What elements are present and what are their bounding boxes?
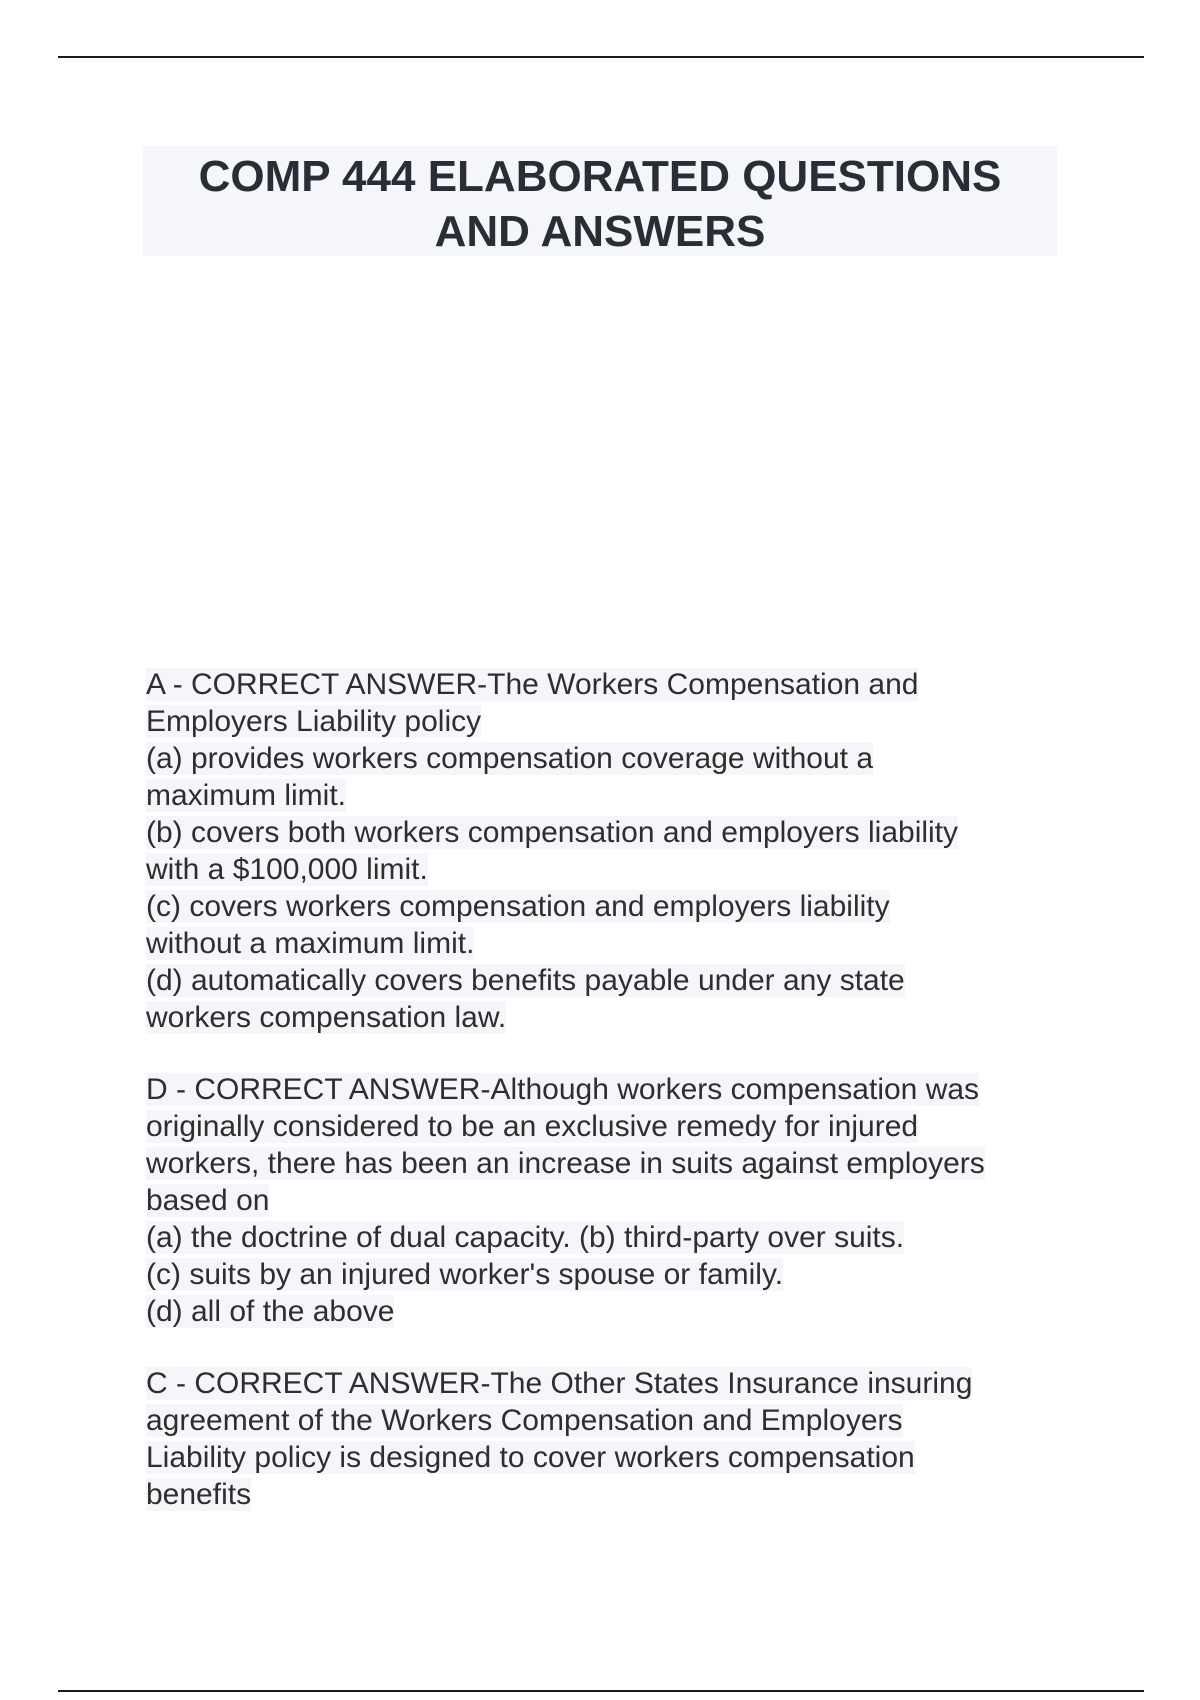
qa-line: with a $100,000 limit. — [146, 853, 428, 886]
qa-line: workers, there has been an increase in suits against employers — [146, 1147, 985, 1180]
qa-line: benefits — [146, 1478, 252, 1511]
qa-line: D - CORRECT ANSWER-Although workers compensation was — [146, 1073, 980, 1106]
qa-item — [146, 1071, 1066, 1330]
qa-line: maximum limit. — [146, 779, 346, 812]
title-block — [143, 146, 1057, 256]
qa-line: (a) the doctrine of dual capacity. (b) third-party over suits. — [146, 1221, 905, 1254]
qa-line: (d) automatically covers benefits payable under any state — [146, 964, 905, 997]
qa-line: (c) suits by an injured worker's spouse or family. — [146, 1258, 784, 1291]
qa-line: workers compensation law. — [146, 1001, 507, 1034]
qa-line: (d) all of the above — [146, 1295, 395, 1328]
qa-line: without a maximum limit. — [146, 927, 475, 960]
qa-list — [146, 666, 1066, 1548]
qa-line: (c) covers workers compensation and employers liability — [146, 890, 890, 923]
qa-line: (a) provides workers compensation coverage without a — [146, 742, 874, 775]
top-rule — [58, 56, 1144, 58]
qa-line: C - CORRECT ANSWER-The Other States Insurance insuring — [146, 1367, 973, 1400]
qa-line: Employers Liability policy — [146, 705, 482, 738]
qa-line: agreement of the Workers Compensation and Employers — [146, 1404, 903, 1437]
qa-line: based on — [146, 1184, 270, 1217]
title-line-2: AND ANSWERS — [434, 207, 766, 256]
qa-item — [146, 1365, 1066, 1513]
qa-line: (b) covers both workers compensation and employers liability — [146, 816, 959, 849]
bottom-rule — [58, 1690, 1144, 1692]
page-title — [143, 146, 1057, 259]
qa-line: originally considered to be an exclusive remedy for injured — [146, 1110, 919, 1143]
qa-line: Liability policy is designed to cover workers compensation — [146, 1441, 915, 1474]
title-line-1: COMP 444 ELABORATED QUESTIONS — [198, 152, 1002, 201]
qa-item — [146, 666, 1066, 1036]
qa-line: A - CORRECT ANSWER-The Workers Compensation and — [146, 668, 919, 701]
